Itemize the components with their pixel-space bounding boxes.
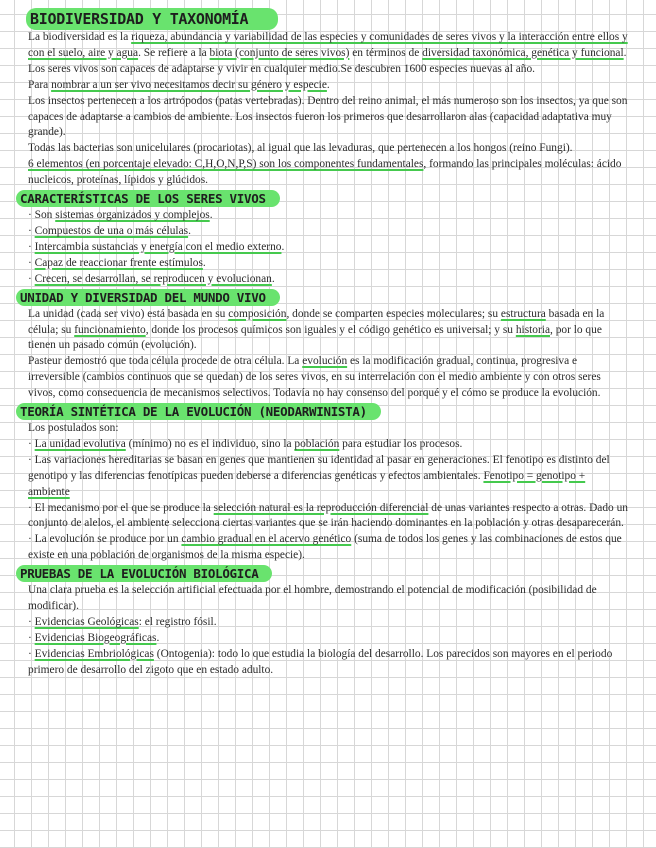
list-item: · Las variaciones hereditarias se basan en genes que mantienen su identidad al pasar en generaciones. El fenotipo es distinto del genotipo y las diferencias fenotípicas pueden deberse a diferencias genéticas y efectos ambientales. Fenotipo = genotipo + ambiente (28, 453, 610, 498)
underlined-text: composición (228, 307, 287, 320)
section-teoria-sintetica (20, 402, 628, 564)
underlined-text: selección natural es la reproducción diferencial (213, 501, 429, 514)
underlined-text: Evidencias Embriológicas (34, 647, 154, 660)
paragraph: Una clara prueba es la selección artificial efectuada por el hombre, demostrando el potencial de modificación (posibilidad de modificar). (28, 584, 597, 613)
list-item: · Compuestos de una o más células. (28, 224, 191, 237)
section-title: PRUEBAS DE LA EVOLUCIÓN BIOLÓGICA (16, 565, 272, 582)
underlined-text: historia (515, 323, 550, 336)
underlined-text: población (294, 437, 340, 450)
underlined-text: funcionamiento (74, 323, 146, 336)
paragraph: Para nombrar a un ser vivo necesitamos decir su género y especie. (28, 78, 330, 91)
paragraph: Los insectos pertenecen a los artrópodos (patas vertebradas). Dentro del reino animal, el más numeroso son los insectos, ya que son capaces de adaptarse a cambios de ambiente. Los insectos fueron los primeros que desarrollaron alas (capacidad adaptativa muy grande). (28, 94, 628, 139)
list-item: · Son sistemas organizados y complejos. (28, 209, 213, 222)
list-item: · El mecanismo por el que se produce la selección natural es la reproducción diferencial de unas variantes respecto a otras. Dado un conjunto de alelos, el ambiente selecciona ciertas variantes que se irán haciendo dominantes en la población y otras desaparecerán. (28, 501, 628, 530)
underlined-text: Evidencias Geológicas (34, 616, 139, 628)
paragraph: 6 elementos (en porcentaje elevado: C,H,O,N,P,S) son los componentes fundamentales, formando las principales moléculas: ácido nucleicos, proteínas, lípidos y glúcidos. (28, 158, 622, 187)
list-item: · Evidencias Embriológicas (Ontogenia): todo lo que estudia la biología del desarrollo. Los parecidos son mayores en el periodo primero de desarrollo del zigoto que en estado adulto. (28, 647, 613, 676)
underlined-text: La unidad evolutiva (34, 437, 126, 450)
underlined-text: nombrar a un ser vivo necesitamos decir su género y especie (51, 78, 327, 91)
paragraph: Todas las bacterias son unicelulares (procariotas), al igual que las levaduras, que pertenecen a los hongos (reino Fungi). (28, 142, 573, 155)
underlined-text: Evidencias Biogeográficas (34, 631, 157, 644)
section-caracteristicas (20, 189, 628, 288)
section-title: BIODIVERSIDAD Y TAXONOMÍA (26, 8, 278, 30)
list-item: · Crecen, se desarrollan, se reproducen y evolucionan. (28, 272, 275, 285)
section-title: TEORÍA SINTÉTICA DE LA EVOLUCIÓN (NEODARWINISTA) (16, 403, 381, 420)
underlined-text: Crecen, se desarrollan, se reproducen y evolucionan (34, 272, 272, 285)
paragraph: Los postulados son: (28, 422, 119, 435)
list-item: · La unidad evolutiva (mínimo) no es el individuo, sino la población para estudiar los procesos. (28, 437, 463, 450)
list-item: · Intercambia sustancias y energía con el medio externo. (28, 240, 285, 253)
underlined-text: cambio gradual en el acervo genético (181, 533, 352, 546)
section-title: CARACTERÍSTICAS DE LOS SERES VIVOS (16, 190, 280, 207)
underlined-text: Capaz de reaccionar frente estímulos (34, 256, 203, 269)
underlined-text: Compuestos de una o más células (34, 224, 189, 237)
notes-page (20, 6, 628, 679)
section-pruebas-evolucion (20, 564, 628, 678)
list-item: · Evidencias Geológicas: el registro fósil. (28, 616, 217, 628)
underlined-text: diversidad taxonómica, genética y funcional (422, 46, 624, 59)
list-item: · La evolución se produce por un cambio gradual en el acervo genético (suma de todos los genes y las combinaciones de estos que existe en una población de organismos de la misma especie). (28, 533, 622, 562)
paragraph: La biodiversidad es la riqueza, abundancia y variabilidad de las especies y comunidades de seres vivos y la interacción entre ellos y con el suelo, aire y agua. Se refiere a la biota (conjunto de seres vivos) en términos de diversidad taxonómica, genética y funcional. (28, 31, 628, 59)
underlined-text: 6 elementos (en porcentaje elevado: C,H,O,N,P,S) son los componentes fundamentales (28, 158, 424, 171)
paragraph: La unidad (cada ser vivo) está basada en su composición, donde se comparten especies moleculares; su estructura basada en la célula; su funcionamiento, donde los procesos químicos son iguales y el código genético es universal; y su historia, por lo que tienen un pasado común (evolución). (28, 307, 605, 352)
section-title: UNIDAD Y DIVERSIDAD DEL MUNDO VIVO (16, 289, 280, 306)
underlined-text: Intercambia sustancias y energía con el medio externo (34, 240, 282, 253)
list-item: · Evidencias Biogeográficas. (28, 631, 160, 644)
paragraph: Pasteur demostró que toda célula procede de otra célula. La evolución es la modificación gradual, continua, progresiva e irreversible (cambios continuos que se quedan) de los seres vivos, en su interrelación con el medio ambiente y con otros seres vivos, como consecuencia de mecanismos selectivos. Todavía no hay consenso del porqué y el cómo se produce la evolución. (28, 355, 601, 400)
section-biodiversidad (28, 6, 628, 189)
underlined-text: evolución (302, 355, 348, 368)
underlined-text: Fenotipo = genotipo + ambiente (28, 469, 586, 498)
underlined-text: riqueza, abundancia y variabilidad de las especies y comunidades de seres vivos y la interacción entre ellos y con el suelo, aire y agua (28, 31, 628, 59)
section-unidad-diversidad (20, 288, 628, 402)
underlined-text: estructura (500, 307, 546, 320)
underlined-text: sistemas organizados y complejos (55, 209, 210, 222)
underlined-text: biota (conjunto de seres vivos) (209, 46, 350, 59)
paragraph: Los seres vivos son capaces de adaptarse y vivir en cualquier medio.Se descubren 1600 especies nuevas al año. (28, 62, 536, 75)
list-item: · Capaz de reaccionar frente estímulos. (28, 256, 206, 269)
